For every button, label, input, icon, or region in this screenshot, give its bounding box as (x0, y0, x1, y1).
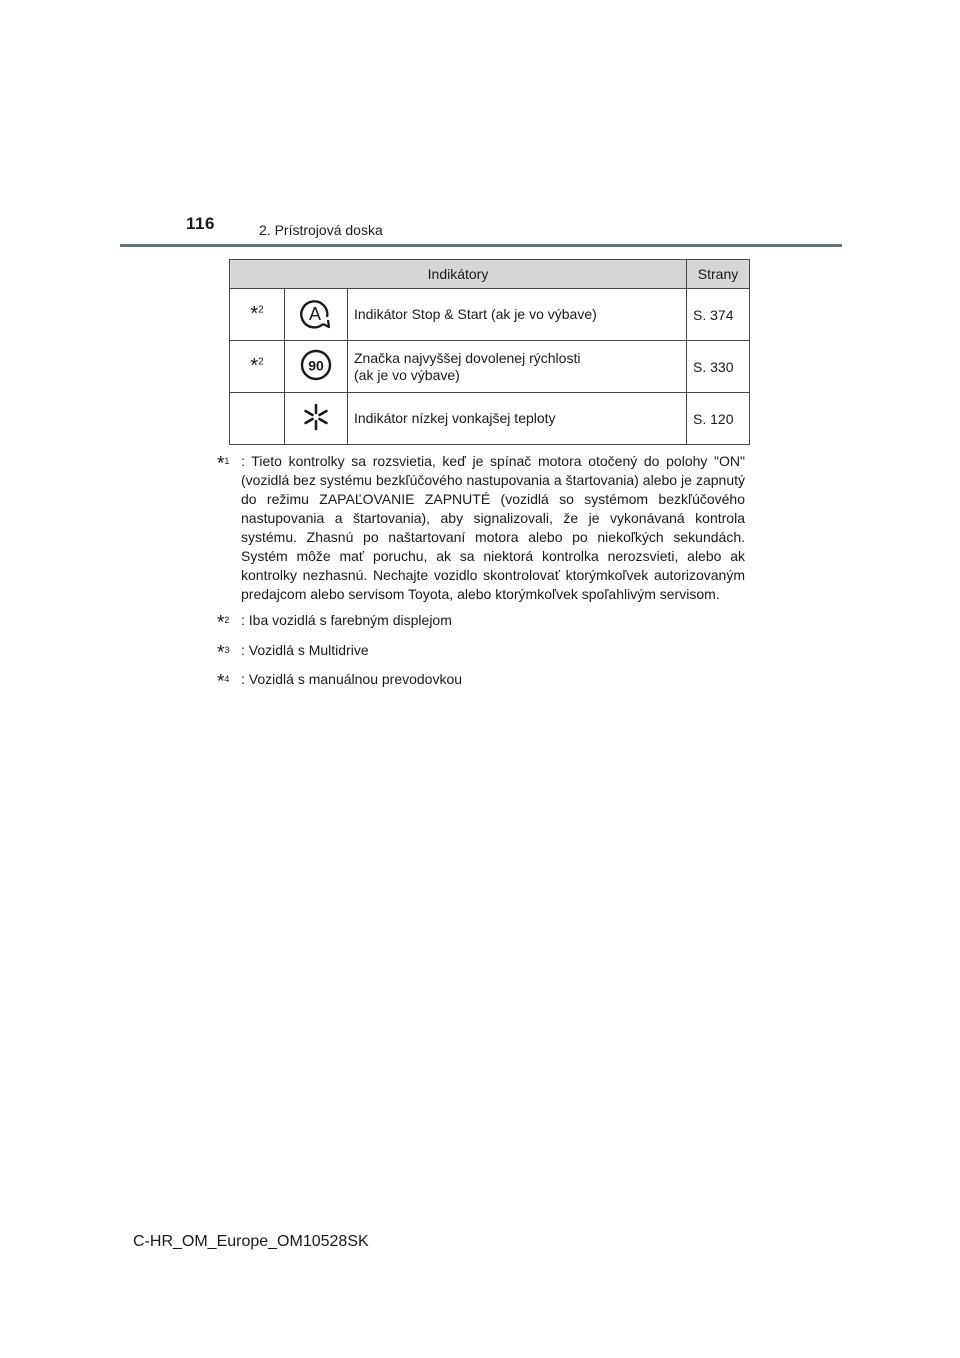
icon-cell (285, 393, 348, 445)
table-header-row (230, 260, 750, 289)
row-description (348, 341, 687, 393)
icon-cell (285, 289, 348, 341)
section-title: 2. Prístrojová doska (259, 222, 383, 238)
description-line: Indikátor Stop & Start (ak je vo výbave) (354, 306, 597, 322)
low-temperature-snowflake-icon (301, 402, 331, 432)
column-header-pages: Strany (687, 260, 750, 289)
stop-start-indicator-icon (299, 297, 333, 329)
stop-start-glyph: A (308, 304, 322, 324)
footnotes (217, 452, 745, 700)
document-code: C-HR_OM_Europe_OM10528SK (133, 1233, 369, 1250)
row-page: S. 374 (687, 289, 750, 341)
row-page: S. 330 (687, 341, 750, 393)
row-note (230, 393, 285, 445)
footnote-text: : Tieto kontrolky sa rozsvietia, keď je spínač motora otočený do polohy "ON" (vozidlá bez systému bezkľúčového nastupovania a štartovania) alebo je zapnutý do režimu ZAPAĽOVANIE ZAPNUTÉ (vozidlá so systémom bezkľúčového nastupovania a štartovania), aby signalizovali, že je vykonávaná kontrola systému. Zhasnú po naštartovaní motora alebo po niekoľkých sekundách. Systém môže mať poruchu, ak sa niektorá kontrolka nerozsvieti, alebo ak kontrolky nezhasnú. Nechajte vozidlo skontrolovať ktorýmkoľvek autorizovaným predajcom alebo servisom Toyota, alebo ktorýmkoľvek spoľahlivým servisom. (241, 453, 745, 602)
row-description (348, 393, 687, 445)
header-divider (120, 244, 842, 247)
footnote: *$^1$ : Tieto kontrolky sa rozsvietia, keď je spínač motora otočený do polohy "ON" (vozidlá bez systému bezkľúčového nastupovania a štartovania) alebo je zapnutý do režimu ZAPAĽOVANIE ZAPNUTÉ (vozidlá so systémom bezkľúčového nastupovania a štartovania), aby signalizovali, že je vykonávaná kontrola systému. Zhasnú po naštartovaní motora alebo po niekoľkých sekundách. Systém môže mať poruchu, ak sa niektorá kontrolka nerozsvieti, alebo ak kontrolky nezhasnú. Nechajte vozidlo skontrolovať ktorýmkoľvek autorizovaným predajcom alebo servisom Toyota, alebo ktorýmkoľvek spoľahlivým servisom. (217, 453, 745, 602)
footnote-text: : Vozidlá s manuálnou prevodovkou (241, 671, 463, 688)
icon-cell (285, 341, 348, 393)
page-number: 116 (186, 214, 215, 233)
description-line: Indikátor nízkej vonkajšej teploty (354, 410, 556, 426)
row-note: *$^2$ (230, 341, 285, 393)
indicators-table (229, 259, 750, 445)
description-line: Značka najvyššej dovolenej rýchlosti (354, 349, 581, 366)
column-header-indicators: Indikátory (230, 260, 687, 289)
footnote: *$^2$ : Iba vozidlá s farebným displejom (217, 611, 745, 634)
footnote-text: : Iba vozidlá s farebným displejom (241, 612, 452, 628)
footnote-text: : Vozidlá s Multidrive (241, 641, 369, 658)
row-description (348, 289, 687, 341)
speed-limit-glyph: 90 (308, 357, 324, 374)
row-note: *$^2$ (230, 289, 285, 341)
table-row (230, 289, 750, 341)
description-line: (ak je vo výbave) (354, 366, 460, 383)
footnote: *$^4$ : Vozidlá s manuálnou prevodovkou (217, 670, 745, 693)
footnote: *$^3$ : Vozidlá s Multidrive (217, 641, 745, 664)
row-page: S. 120 (687, 393, 750, 445)
table-row (230, 341, 750, 393)
table-row (230, 393, 750, 445)
speed-limit-sign-icon (300, 349, 332, 381)
